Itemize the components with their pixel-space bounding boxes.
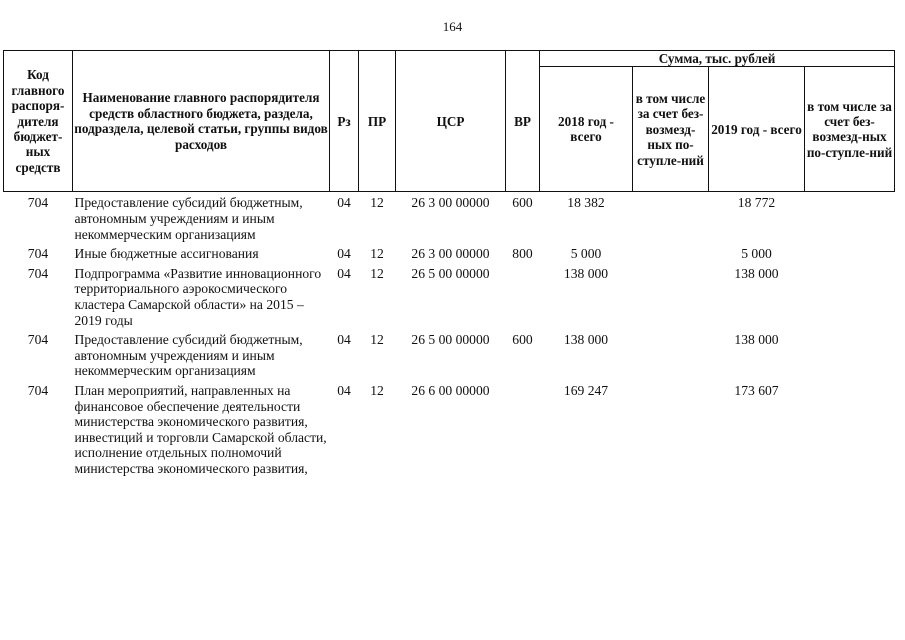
cell-csr: 26 3 00 00000 — [411, 246, 490, 262]
cell-name: Предоставление субсидий бюджетным, автономным учреждениям и иным некоммерческим организациям — [74, 332, 303, 379]
cell-2019-grants — [805, 332, 895, 383]
cell-csr: 26 5 00 00000 — [411, 265, 490, 281]
cell-2018-total: 18 382 — [567, 195, 605, 211]
table-row — [4, 266, 895, 332]
table-row — [4, 383, 895, 481]
cell-code: 704 — [27, 265, 49, 281]
cell-2019-grants — [805, 246, 895, 266]
header-2018-grants: в том числе за счет без-возмезд-ных по-ступле-ний — [633, 67, 709, 192]
cell-csr: 26 3 00 00000 — [411, 195, 490, 211]
cell-pr: 12 — [370, 195, 384, 211]
cell-2019-total: 138 000 — [734, 332, 779, 348]
cell-2019-total: 138 000 — [734, 265, 779, 281]
cell-2019-total: 18 772 — [737, 195, 776, 211]
cell-csr: 26 6 00 00000 — [411, 382, 490, 398]
cell-2018-grants — [633, 246, 709, 266]
cell-code: 704 — [27, 246, 49, 262]
cell-2018-total: 138 000 — [563, 332, 609, 348]
table-row — [4, 192, 895, 246]
cell-2018-grants — [633, 192, 709, 246]
cell-vr: 800 — [512, 246, 533, 262]
cell-vr — [506, 383, 540, 481]
table-row — [4, 332, 895, 383]
budget-table — [3, 50, 895, 481]
cell-2018-grants — [633, 383, 709, 481]
cell-rz: 04 — [337, 332, 351, 348]
cell-code: 704 — [27, 382, 49, 398]
cell-2019-total: 173 607 — [734, 382, 779, 398]
cell-2018-grants — [633, 266, 709, 332]
cell-rz: 04 — [337, 246, 351, 262]
cell-2019-grants — [805, 266, 895, 332]
cell-csr: 26 5 00 00000 — [411, 332, 490, 348]
cell-code: 704 — [27, 195, 49, 211]
cell-2018-total: 5 000 — [570, 246, 602, 262]
header-pr: ПР — [359, 51, 396, 192]
cell-rz: 04 — [337, 265, 351, 281]
cell-2018-total: 169 247 — [563, 382, 609, 398]
cell-name: Подпрограмма «Развитие инновационного территориального аэрокосмического кластера Самарской области» на 2015 – 2019 годы — [74, 265, 322, 328]
cell-name: План мероприятий, направленных на финансовое обеспечение деятельности министерства экономического развития, инвестиций и торговли Самарской области, исполнение отдельных полномочий министерства экономического развития, — [74, 382, 327, 476]
cell-pr: 12 — [370, 382, 384, 398]
header-name: Наименование главного распорядителя средств областного бюджета, раздела, подраздела, целевой статьи, группы видов расходов — [73, 51, 330, 192]
page-number: 164 — [442, 19, 463, 34]
table-row — [4, 246, 895, 266]
cell-code: 704 — [27, 332, 49, 348]
cell-vr — [506, 266, 540, 332]
header-vr: ВР — [506, 51, 540, 192]
header-2019-grants: в том числе за счет без-возмезд-ных по-ступле-ний — [805, 67, 895, 192]
cell-pr: 12 — [370, 246, 384, 262]
cell-pr: 12 — [370, 265, 384, 281]
cell-rz: 04 — [337, 195, 351, 211]
cell-rz: 04 — [337, 382, 351, 398]
cell-vr: 600 — [512, 332, 533, 348]
cell-2019-grants — [805, 383, 895, 481]
header-sum-group: Сумма, тыс. рублей — [540, 51, 895, 67]
cell-2019-grants — [805, 192, 895, 246]
cell-2019-total: 5 000 — [741, 246, 772, 262]
cell-name: Предоставление субсидий бюджетным, автономным учреждениям и иным некоммерческим организациям — [74, 195, 303, 242]
cell-name: Иные бюджетные ассигнования — [74, 246, 259, 262]
cell-2018-grants — [633, 332, 709, 383]
header-csr: ЦСР — [396, 51, 506, 192]
header-2019-total: 2019 год - всего — [709, 67, 805, 192]
header-rz: Рз — [330, 51, 359, 192]
cell-2018-total: 138 000 — [563, 265, 609, 281]
cell-vr: 600 — [512, 195, 533, 211]
header-row-top — [4, 51, 895, 67]
header-code: Код главного распоря-дителя бюджет-ных средств — [4, 51, 73, 192]
header-2018-total: 2018 год - всего — [540, 67, 633, 192]
cell-pr: 12 — [370, 332, 384, 348]
